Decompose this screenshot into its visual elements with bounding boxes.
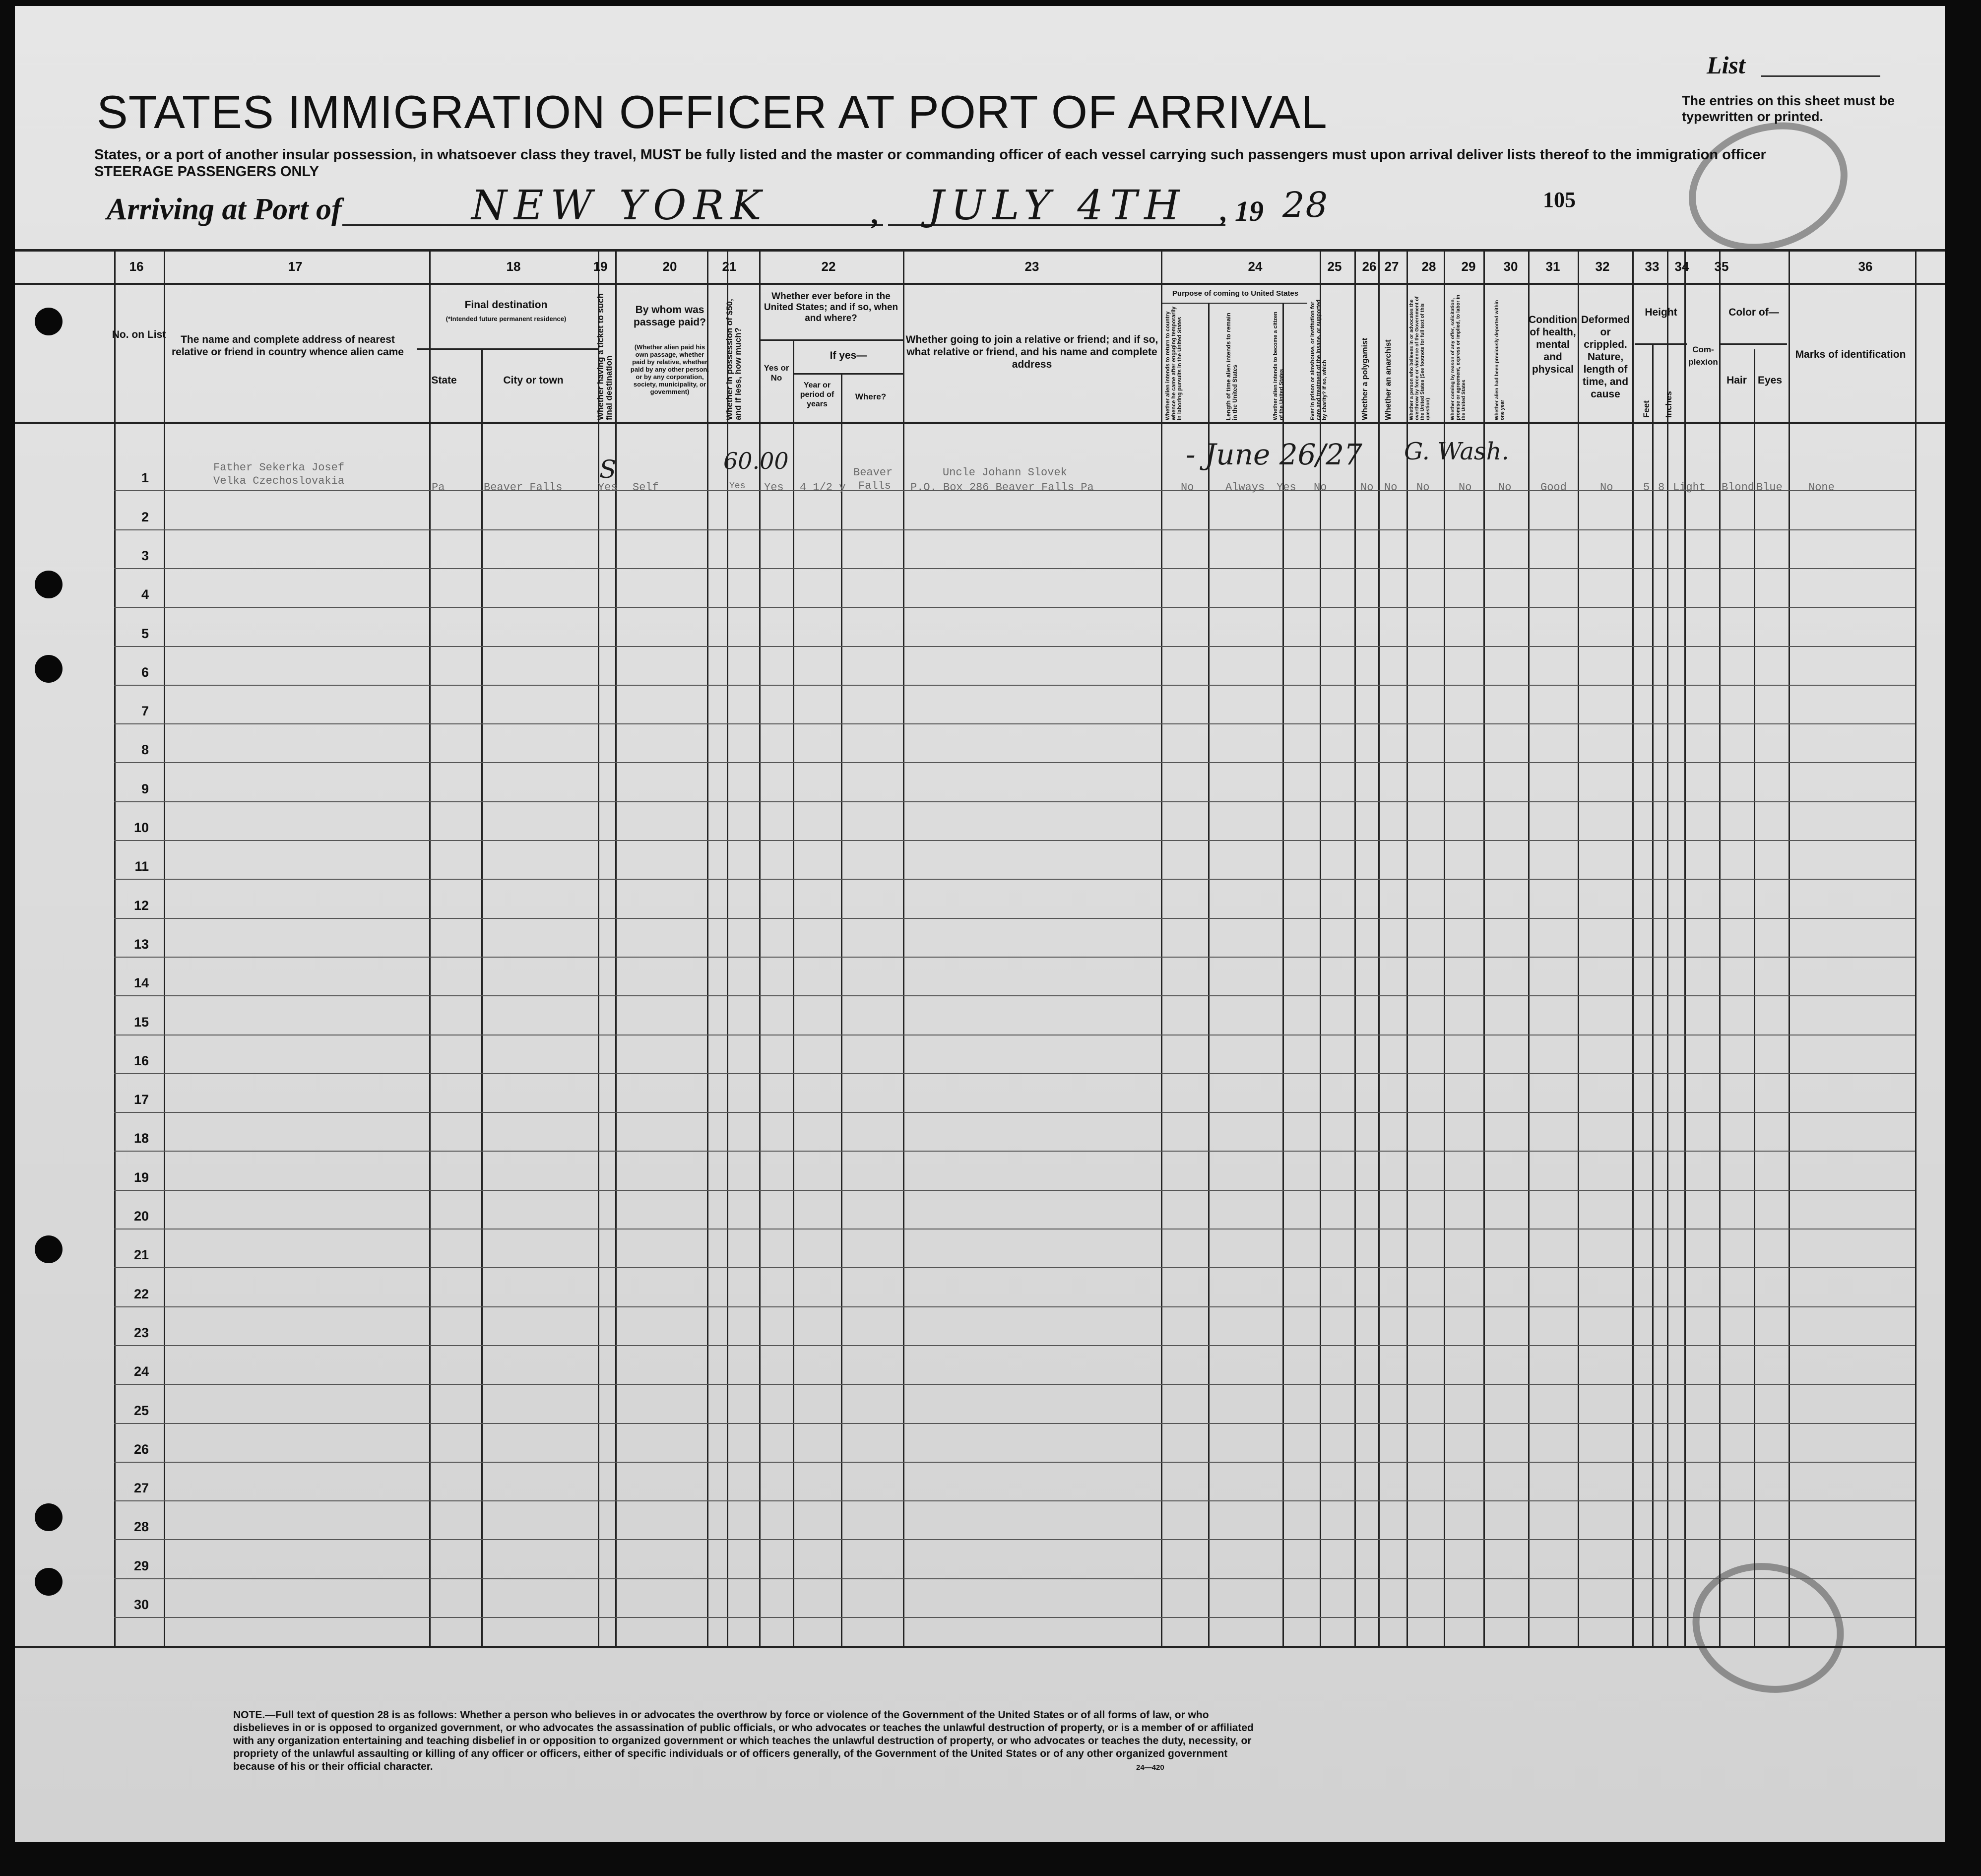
row-rule (114, 1617, 1915, 1618)
steerage-label: STEERAGE PASSENGERS ONLY (94, 164, 319, 180)
colnum-26: 26 (1362, 259, 1377, 274)
row-rule (114, 723, 1915, 724)
colnum-23: 23 (1024, 259, 1039, 274)
row-rule (114, 529, 1915, 530)
hw-initials: G. Wash. (1404, 438, 1509, 465)
row-number: 18 (133, 1131, 149, 1146)
entry1-length: Always (1225, 481, 1265, 494)
hdr-health: Condition of health, mental and physical (1529, 314, 1577, 375)
purpose-split (1161, 303, 1307, 304)
column-rule (793, 339, 794, 1647)
row-rule (114, 685, 1915, 686)
colnum-27: 27 (1384, 259, 1399, 274)
hdr-contract-labor: Whether coming by reason of any offer, solicitation, promise or agreement, express or implied, to labor in the United States (1450, 295, 1467, 420)
hdr-inches: Inches (1664, 391, 1673, 418)
colnum-17: 17 (288, 259, 303, 274)
hdr-if-yes: If yes— (830, 350, 867, 361)
arriving-label: Arriving at Port of (107, 193, 342, 226)
row-number: 3 (141, 548, 149, 563)
column-rule (1578, 249, 1579, 1647)
entry1-return: No (1181, 481, 1194, 494)
binder-hole-6 (35, 1568, 63, 1596)
row-number: 19 (133, 1169, 149, 1185)
column-rule (1378, 249, 1380, 1647)
entry1-ever-before: Yes (764, 481, 784, 494)
row-number: 6 (141, 664, 149, 680)
row-number: 11 (134, 859, 149, 874)
row-rule (114, 1462, 1915, 1463)
row-rule (114, 918, 1915, 919)
hdr-city: City or town (503, 375, 564, 386)
colnum-21: 21 (722, 259, 737, 274)
row-rule (114, 1345, 1915, 1346)
entry1-complexion: Light (1673, 481, 1706, 494)
entry1-deformed: No (1600, 481, 1613, 494)
row-number: 14 (133, 975, 149, 991)
column-rule (1282, 304, 1284, 1647)
list-label: List (1707, 51, 1745, 79)
row-rule (114, 607, 1915, 608)
row-number: 12 (133, 898, 149, 913)
row-number: 23 (133, 1325, 149, 1340)
entry1-eyes: Blue (1756, 481, 1783, 494)
hdr-no-on-list: No. on List (112, 329, 166, 340)
entry1-relative-line2: Velka Czechoslovakia (213, 475, 345, 487)
hdr-final-destination-sub: (*Intended future permanent residence) (446, 315, 567, 323)
entry1-years: 4 1/2 y (800, 481, 846, 494)
column-rule (1528, 249, 1530, 1647)
hw-date: - June 26/27 (1186, 438, 1362, 471)
entry1-relative-line1: Father Sekerka Josef (213, 461, 345, 474)
column-rule (1161, 249, 1162, 1647)
year-suffix: 28 (1282, 185, 1329, 225)
hdr-year-period: Year or period of years (800, 381, 834, 408)
row-rule (114, 801, 1915, 802)
row-number: 7 (141, 704, 149, 719)
column-rule (707, 249, 708, 1647)
hdr-eyes: Eyes (1757, 375, 1783, 386)
colnum-34: 34 (1674, 259, 1689, 274)
colnum-19: 19 (593, 259, 608, 274)
colnum-31: 31 (1545, 259, 1560, 274)
hdr-deformed: Deformed or crippled. Nature, length of time, and cause (1581, 314, 1630, 400)
entry1-hair: Blond (1722, 481, 1755, 494)
hdr-marks: Marks of identification (1795, 349, 1906, 360)
entry1-paid-by: Self (633, 481, 659, 494)
row-rule (114, 1112, 1915, 1113)
row-rule (114, 1384, 1915, 1385)
hdr-nearest-relative: The name and complete address of nearest relative or friend in country whence alien came (172, 334, 404, 358)
row-number: 22 (133, 1286, 149, 1301)
entry1-feet: 5 (1643, 481, 1650, 494)
entry1-state: Pa (432, 481, 445, 494)
height-split (1635, 343, 1687, 345)
hdr-ticket: Whether having a ticket to such final destination (596, 293, 614, 420)
colnum-20: 20 (662, 259, 677, 274)
hdr-yes-no: Yes or No (764, 363, 789, 383)
entry1-prison: No (1314, 481, 1327, 494)
binder-hole-4 (35, 1235, 63, 1263)
entry1-marks: None (1808, 481, 1835, 494)
entry1-inches: 8 (1658, 481, 1665, 494)
colnum-22: 22 (821, 259, 836, 274)
entry1-health: Good (1540, 481, 1567, 494)
row-number: 25 (133, 1403, 149, 1418)
hdr-feet: Feet (1642, 400, 1651, 418)
hw-money: 60.00 (723, 448, 789, 474)
header-bottom-border (15, 422, 1945, 424)
row-number: 20 (133, 1209, 149, 1224)
entry1-city: Beaver Falls (484, 481, 563, 494)
row-number: 16 (133, 1053, 149, 1068)
colnum-border (15, 283, 1945, 285)
hdr-where: Where? (855, 392, 887, 401)
entry1-join-1: Uncle Johann Slovek (943, 466, 1067, 479)
colnum-29: 29 (1461, 259, 1476, 274)
colnum-30: 30 (1503, 259, 1518, 274)
year-prefix: , 19 (1220, 195, 1264, 227)
sheet-number: 105 (1543, 188, 1576, 212)
column-rule (1754, 349, 1755, 1647)
colnum-35: 35 (1714, 259, 1729, 274)
entry1-citizen: Yes (1277, 481, 1296, 494)
color-split (1719, 343, 1787, 345)
stamp-mark-bottom (1678, 1547, 1858, 1710)
row-rule (114, 995, 1915, 996)
hdr-purpose-length: Length of time alien intends to remain in the United States (1225, 313, 1238, 420)
column-rule (1789, 249, 1790, 1647)
hdr-purpose-return: Whether alien intends to return to country whence he came after engaging temporarily in laboring pursuits in the United States (1165, 306, 1183, 420)
row-number: 9 (141, 781, 149, 796)
row-rule (114, 840, 1915, 841)
row-number: 30 (133, 1597, 149, 1612)
stamp-mark-top (1670, 101, 1865, 272)
hdr-color-of: Color of— (1728, 307, 1779, 318)
hdr-deported: Whether alien had been previously deported within one year (1494, 300, 1505, 420)
row-number: 21 (133, 1247, 149, 1263)
hdr-prison: Ever in prison or almshouse, or institution for care and treatment of the insane, or supported by charity? If so, which (1310, 299, 1328, 420)
hdr-passage-paid-sub: (Whether alien paid his own passage, whether paid by relative, whether paid by any other person, or by any corporation, society, municipality, or government) (630, 343, 709, 395)
entry1-overthrow: No (1416, 481, 1430, 494)
table-bottom-border (15, 1646, 1945, 1648)
row-number: 10 (133, 820, 149, 835)
column-rule (903, 249, 904, 1647)
row-number: 4 (141, 587, 149, 602)
column-rule (114, 249, 116, 1647)
column-rule (841, 374, 842, 1647)
row-rule (114, 1578, 1915, 1579)
final-dest-split (417, 348, 598, 350)
hdr-polygamist: Whether a polygamist (1361, 337, 1369, 420)
colnum-33: 33 (1645, 259, 1660, 274)
colnum-32: 32 (1595, 259, 1610, 274)
colnum-16: 16 (129, 259, 144, 274)
row-rule (114, 1267, 1915, 1268)
row-rule (114, 1306, 1915, 1307)
binder-hole-5 (35, 1503, 63, 1531)
ever-before-split (759, 339, 903, 341)
footnote: NOTE.—Full text of question 28 is as follows: Whether a person who believes in or advocates the overthrow by force or violence of the Government of the United States or of all forms of law, or who disbelieves in or is opposed to organized government, or who advocates the assassination of public officials, or who advocates or teaches the unlawful destruction of property, or is a member of or affiliated with any organization entertaining and teaching disbelief in or opposition to organized government or which teaches the unlawful destruction of property, or who advocates or teaches the duty, necessity, or propriety of the unlawful assaulting or killing of any officer or officers, either of specific individuals or of officers generally, of the Government of the United States or of any other organized government because of his or their official character. (233, 1709, 1254, 1772)
binder-hole-2 (35, 571, 63, 598)
colnum-18: 18 (506, 259, 521, 274)
column-rule (1915, 249, 1917, 1647)
hdr-join-relative: Whether going to join a relative or friend; and if so, what relative or friend, and his name and complete address (905, 334, 1158, 370)
hdr-passage-paid: By whom was passage paid? (634, 304, 706, 328)
row-number: 26 (133, 1441, 149, 1457)
row-rule (114, 1500, 1915, 1501)
column-rule (1208, 304, 1210, 1647)
colnum-28: 28 (1421, 259, 1436, 274)
column-rule (1632, 249, 1634, 1647)
row-rule (114, 1073, 1915, 1074)
hdr-state: State (431, 375, 457, 386)
row-number: 1 (141, 470, 149, 486)
hdr-anarchist: Whether an anarchist (1384, 339, 1393, 420)
column-rule (1684, 249, 1686, 1647)
hw-ticket: S (599, 455, 617, 484)
row-rule (114, 957, 1915, 958)
entry1-contract: No (1459, 481, 1472, 494)
instructions: States, or a port of another insular possession, in whatsoever class they travel, MUST be fully listed and the master or commanding officer of each vessel carrying such passengers must upon arrival deliver lists thereof to the immigration officer (94, 147, 1766, 163)
row-number: 13 (133, 936, 149, 952)
typewritten-note: The entries on this sheet must be typewritten or printed. (1682, 93, 1895, 124)
if-yes-split (793, 373, 903, 375)
column-rule (1719, 249, 1721, 1647)
hdr-possession-50: Whether in possession of $50, and if less, how much? (725, 299, 743, 420)
row-number: 17 (133, 1092, 149, 1107)
entry1-where-1: Beaver (853, 466, 893, 479)
entry1-ticket: Yes (598, 481, 618, 494)
row-rule (114, 568, 1915, 569)
hdr-overthrow: Whether a person who believes in or advocates the overthrow by force or violence of the Government of the United States (See footnote for full text of this question) (1409, 296, 1431, 420)
column-rule (481, 349, 483, 1647)
colnum-25: 25 (1327, 259, 1342, 274)
row-number: 15 (133, 1014, 149, 1030)
row-rule (114, 1539, 1915, 1540)
row-rule (114, 879, 1915, 880)
row-number: 2 (141, 509, 149, 524)
row-rule (114, 1190, 1915, 1191)
row-rule (114, 762, 1915, 763)
row-number: 27 (133, 1481, 149, 1496)
row-number: 5 (141, 626, 149, 641)
column-rule (1667, 249, 1668, 1647)
hdr-purpose: Purpose of coming to United States (1172, 289, 1299, 298)
row-rule (114, 646, 1915, 647)
hdr-ever-before: Whether ever before in the United States; and if so, when and where? (764, 291, 898, 323)
binder-hole-3 (35, 655, 63, 683)
entry1-anarchist: No (1384, 481, 1398, 494)
hdr-hair: Hair (1726, 375, 1747, 386)
manifest-sheet (15, 6, 1945, 1842)
table-top-border (15, 249, 1945, 252)
hdr-complexion: Com-plexion (1688, 345, 1718, 367)
row-number: 24 (133, 1364, 149, 1379)
hdr-height: Height (1645, 307, 1677, 318)
port-name: NEW YORK (471, 182, 768, 229)
row-rule (114, 1423, 1915, 1424)
comma-1: , (871, 197, 878, 230)
form-title: STATES IMMIGRATION OFFICER AT PORT OF ARRIVAL (97, 86, 1328, 138)
colnum-24: 24 (1248, 259, 1263, 274)
colnum-36: 36 (1858, 259, 1873, 274)
column-rule (429, 249, 431, 1647)
entry1-join-2: P.O. Box 286 Beaver Falls Pa (910, 481, 1094, 494)
entry1-money: Yes (729, 481, 746, 491)
entry1-polygamist: No (1360, 481, 1374, 494)
row-number: 8 (141, 742, 149, 758)
list-line (1761, 75, 1880, 77)
hdr-final-destination: Final destination (464, 299, 548, 311)
row-number: 28 (133, 1519, 149, 1535)
arrival-date: JULY 4TH (928, 182, 1187, 229)
form-code: 24—420 (1136, 1763, 1164, 1772)
row-rule (114, 1151, 1915, 1152)
entry1-deported: No (1498, 481, 1512, 494)
hdr-purpose-citizen: Whether alien intends to become a citizen of the United States (1273, 312, 1284, 420)
column-rule (164, 249, 165, 1647)
row-number: 29 (133, 1558, 149, 1573)
binder-hole-1 (35, 308, 63, 335)
entry1-where-2: Falls (858, 480, 892, 492)
